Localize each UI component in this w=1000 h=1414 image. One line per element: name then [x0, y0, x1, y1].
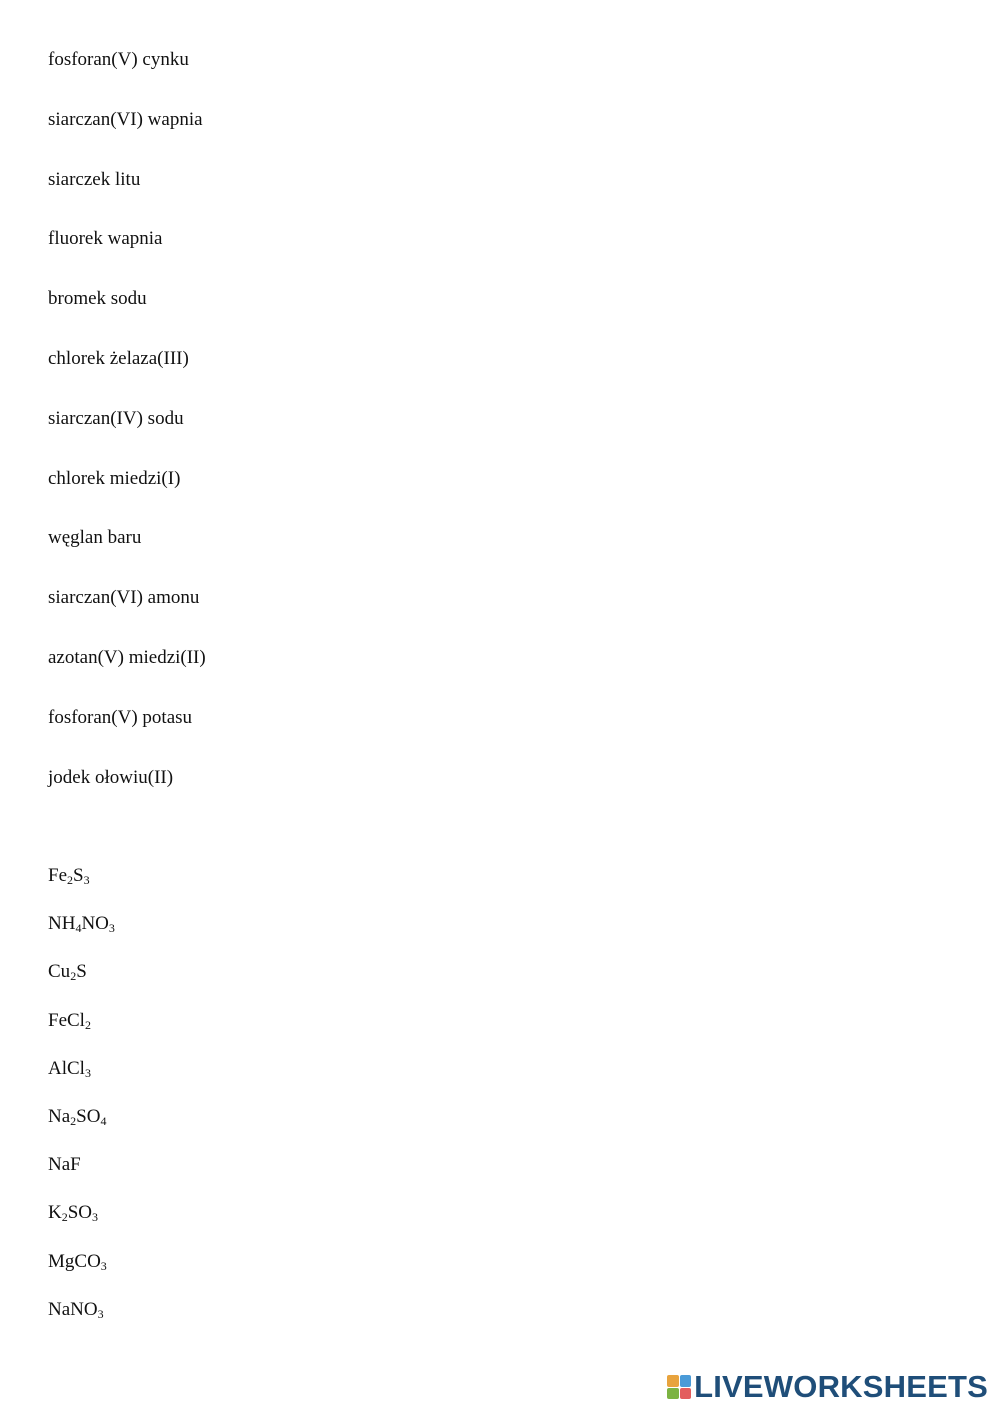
compound-name-item: fluorek wapnia [48, 228, 163, 250]
compound-name-item: węglan baru [48, 527, 142, 549]
logo-square-1 [667, 1375, 679, 1387]
compound-name-item: siarczek litu [48, 168, 141, 190]
chemical-formula-item [48, 1248, 115, 1276]
formula-symbol: SO [76, 1105, 101, 1127]
liveworksheets-brand[interactable] [667, 1370, 988, 1404]
formula-subscript: 4 [100, 1113, 107, 1128]
brand-text: LIVEWORKSHEETS [694, 1369, 988, 1404]
compound-name-item: siarczan(IV) sodu [48, 407, 184, 429]
formula-subscript: 3 [92, 1210, 99, 1225]
liveworksheets-logo-icon [667, 1375, 691, 1399]
logo-square-4 [680, 1388, 692, 1400]
compound-name-item: chlorek żelaza(III) [48, 347, 189, 369]
formula-symbol: Na [48, 1105, 71, 1127]
chemical-formula-item [48, 1055, 115, 1083]
chemical-formula-item [48, 1103, 115, 1131]
compound-name-item: fosforan(V) cynku [48, 49, 189, 70]
formula-symbol: K [48, 1202, 62, 1224]
chemical-formula-item [48, 1007, 115, 1035]
formula-symbol: FeCl [48, 1009, 85, 1031]
compound-name-item: bromek sodu [48, 288, 147, 310]
chemical-formula-item [48, 910, 115, 938]
formula-subscript: 2 [61, 1210, 68, 1225]
compound-name-item: siarczan(VI) amonu [48, 587, 200, 609]
formula-subscript: 2 [70, 1113, 77, 1128]
chemical-formula-item [48, 1199, 115, 1227]
compound-name-item: chlorek miedzi(I) [48, 467, 181, 489]
compound-name-item: jodek ołowiu(II) [48, 766, 174, 788]
formula-symbol: NH [48, 913, 76, 935]
formula-symbol: NO [81, 913, 109, 935]
compound-name-item: fosforan(V) potasu [48, 706, 193, 728]
formula-symbol: Cu [48, 961, 71, 983]
formula-symbol: NaF [48, 1154, 81, 1176]
formula-subscript: 4 [75, 921, 82, 936]
formula-subscript: 3 [100, 1258, 107, 1273]
compound-name-item: azotan(V) miedzi(II) [48, 646, 206, 668]
formula-symbol: AlCl [48, 1057, 85, 1079]
compound-names-list [48, 46, 206, 823]
formula-subscript: 3 [108, 921, 115, 936]
formula-subscript: 3 [84, 1065, 91, 1080]
formula-symbol: MgCO [48, 1250, 101, 1272]
formula-subscript: 2 [84, 1017, 91, 1032]
formula-symbol: S [73, 865, 84, 886]
formula-symbol: NaNO [48, 1298, 98, 1320]
chemical-formula-item [48, 862, 115, 890]
logo-square-3 [667, 1388, 679, 1400]
formula-symbol: Fe [48, 865, 67, 886]
formula-subscript: 3 [97, 1306, 104, 1321]
chemical-formulas-list [48, 862, 115, 1344]
formula-symbol: S [76, 961, 87, 983]
logo-square-2 [680, 1375, 692, 1387]
formula-symbol: SO [67, 1202, 93, 1224]
chemical-formula-item [48, 1151, 115, 1179]
chemical-formula-item [48, 958, 115, 986]
formula-subscript: 2 [70, 969, 77, 984]
formula-subscript: 3 [83, 873, 90, 887]
compound-name-item: siarczan(VI) wapnia [48, 108, 203, 130]
chemical-formula-item [48, 1296, 115, 1324]
formula-subscript: 2 [67, 873, 73, 887]
